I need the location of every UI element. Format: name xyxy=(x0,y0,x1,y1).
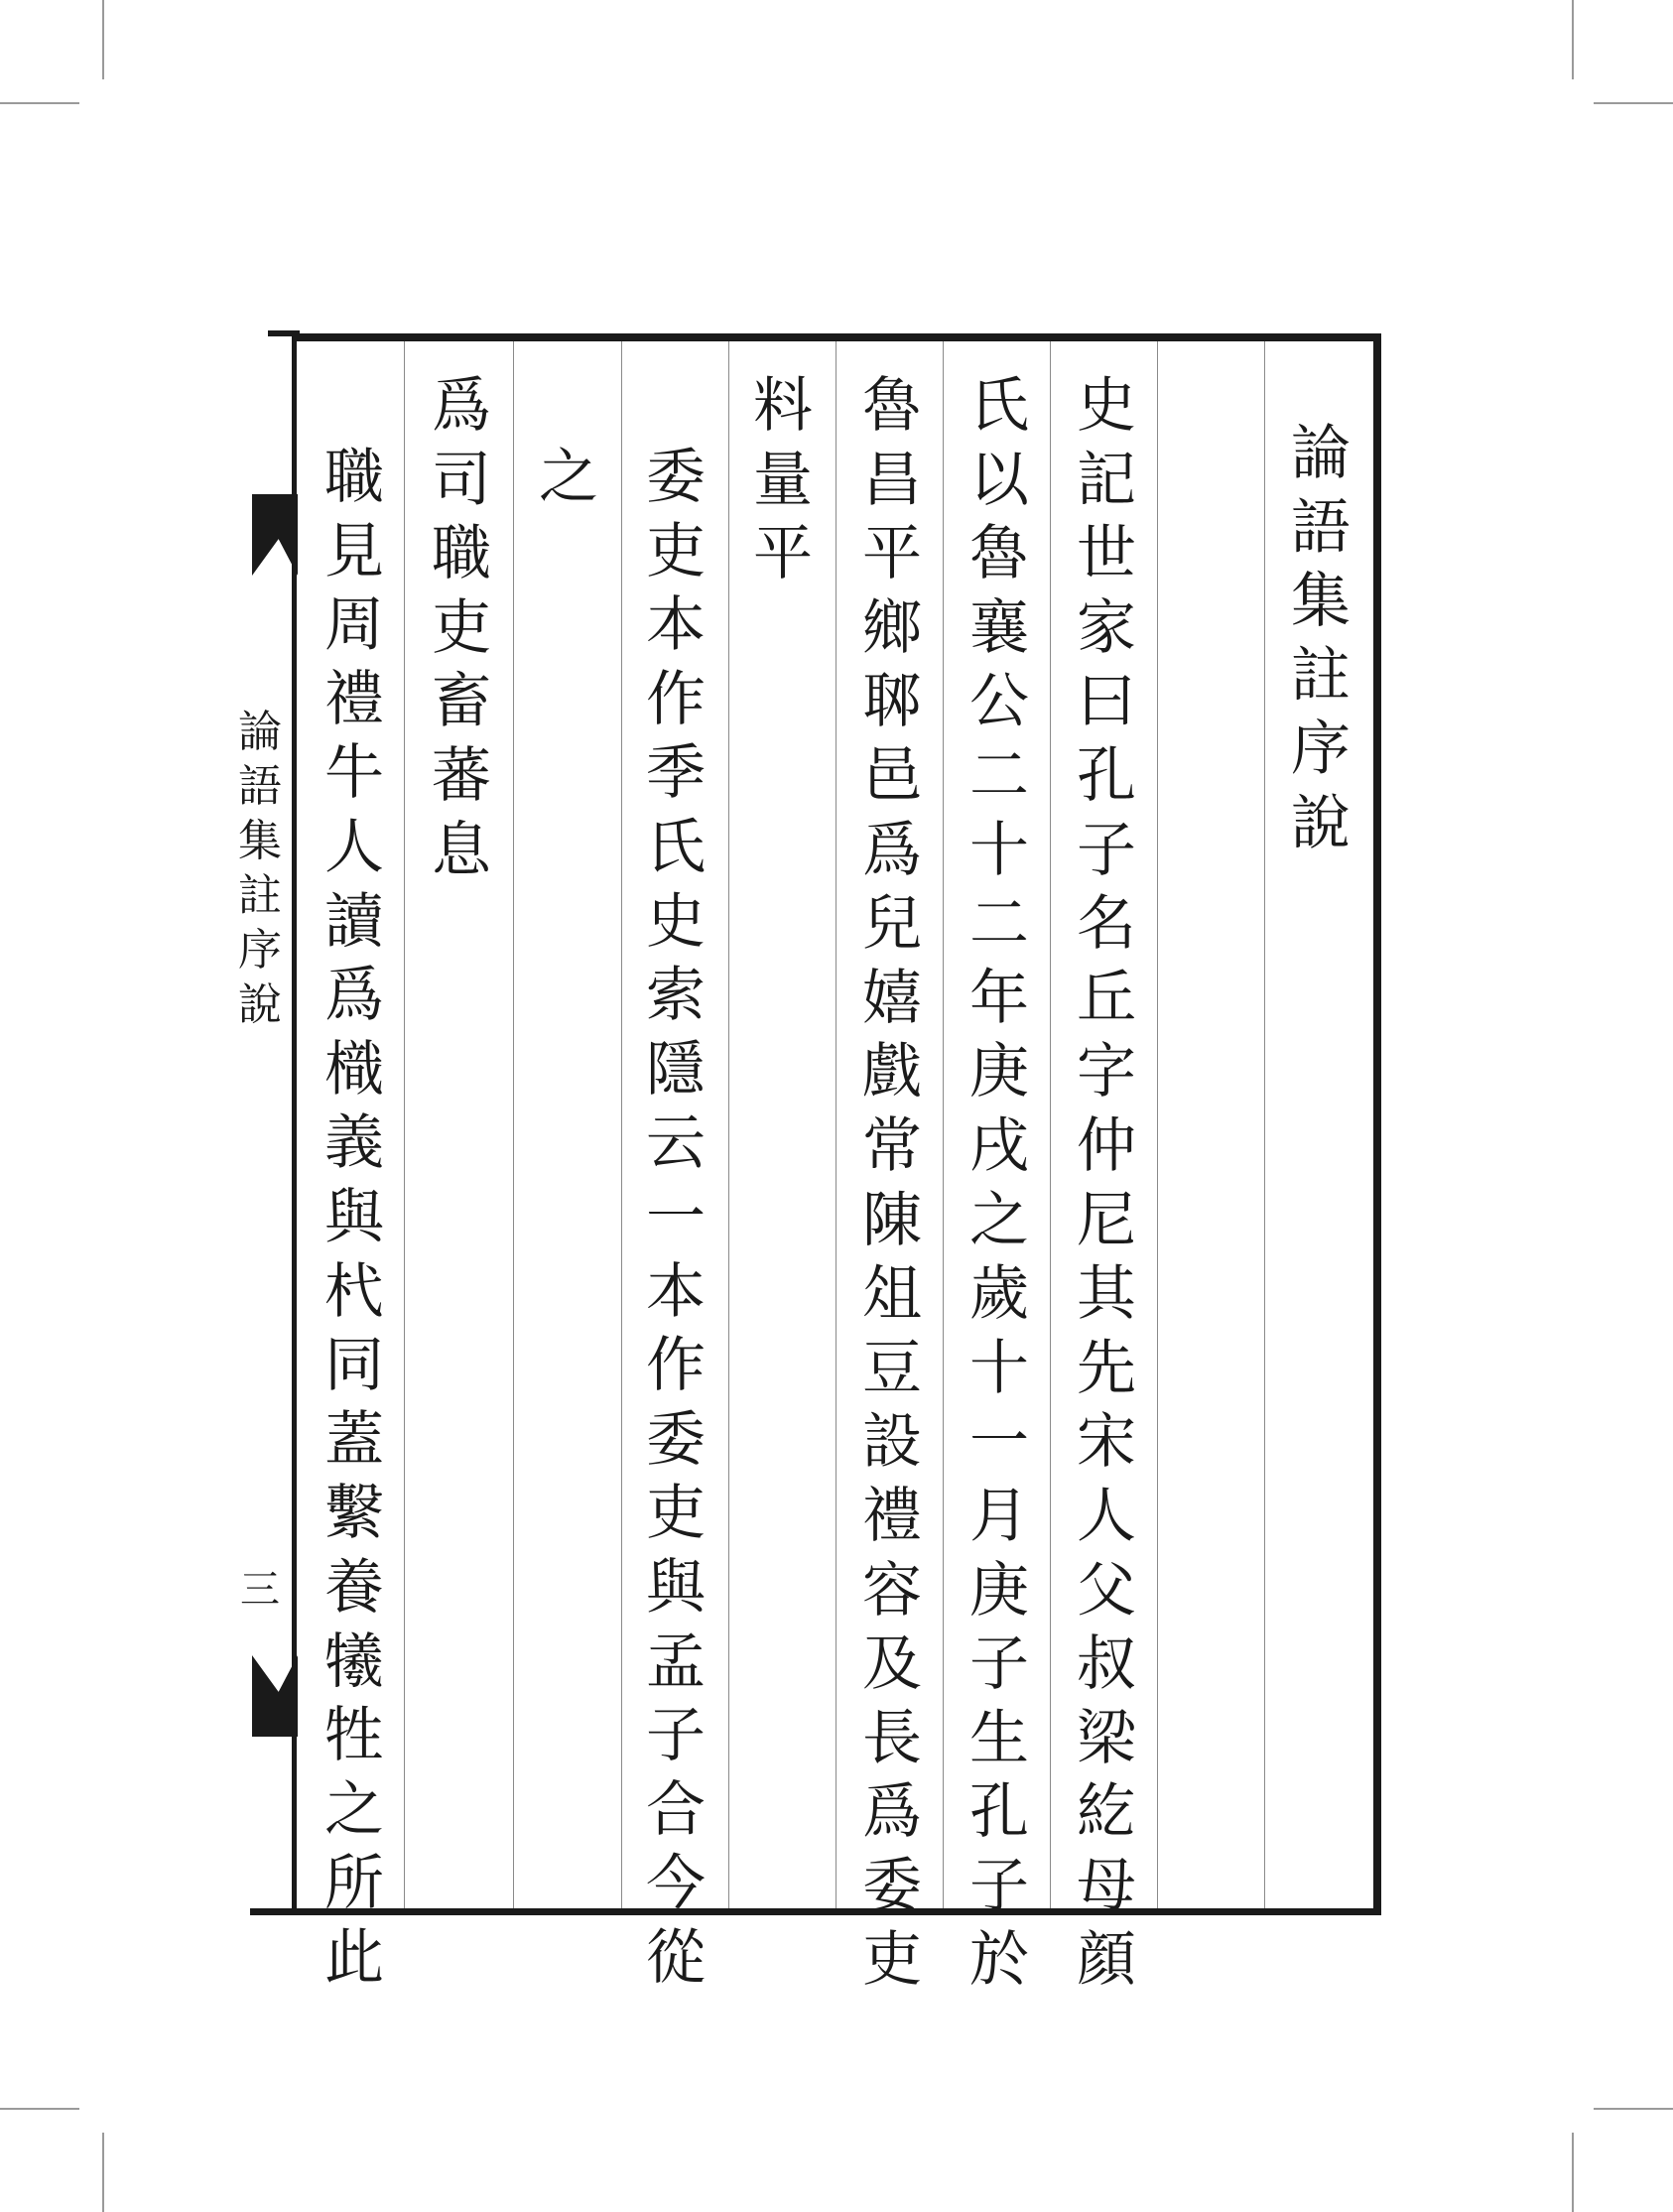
character: 犧 xyxy=(324,1626,384,1697)
character: 量 xyxy=(753,445,813,515)
text-column-title xyxy=(1280,417,1361,861)
column-rule xyxy=(404,341,405,1908)
column-rule xyxy=(1264,341,1265,1908)
character: 周 xyxy=(324,590,384,661)
character: 平 xyxy=(753,519,813,589)
character: 之 xyxy=(324,1774,384,1845)
character: 二 xyxy=(969,889,1029,960)
character: 常 xyxy=(862,1110,922,1181)
character: 禮 xyxy=(324,664,384,734)
character: 作 xyxy=(646,1331,706,1401)
character: 昌 xyxy=(862,445,922,515)
character: 孔 xyxy=(969,1777,1029,1848)
column-rule xyxy=(1157,341,1158,1908)
character: 委 xyxy=(646,443,706,512)
character: 世 xyxy=(1077,519,1136,589)
character: 同 xyxy=(324,1331,384,1401)
character: 名 xyxy=(1077,889,1136,960)
character: 子 xyxy=(646,1701,706,1771)
character: 陳 xyxy=(862,1185,922,1255)
character: 顔 xyxy=(1077,1925,1136,1996)
character: 之 xyxy=(539,443,598,512)
character: 吏 xyxy=(646,1479,706,1549)
character: 今 xyxy=(646,1849,706,1919)
crop-mark xyxy=(1594,2108,1673,2110)
character: 孟 xyxy=(646,1626,706,1697)
character: 於 xyxy=(969,1925,1029,1996)
character: 襄 xyxy=(969,592,1029,663)
text-column xyxy=(1066,369,1147,1998)
text-column xyxy=(959,369,1040,1998)
character: 子 xyxy=(969,1851,1029,1921)
character: 一 xyxy=(969,1407,1029,1478)
character: 孔 xyxy=(1077,740,1136,811)
character: 序 xyxy=(238,925,282,976)
character: 料 xyxy=(753,371,813,441)
character: 作 xyxy=(646,664,706,734)
character: 史 xyxy=(1077,371,1136,441)
character: 繫 xyxy=(324,1479,384,1549)
column-rule xyxy=(728,341,729,1908)
character: 庚 xyxy=(969,1037,1029,1107)
frame-bottom-extension xyxy=(250,1908,300,1915)
character: 魯 xyxy=(969,519,1029,589)
character: 氏 xyxy=(969,371,1029,441)
character: 禮 xyxy=(862,1481,922,1551)
character: 義 xyxy=(324,1108,384,1179)
character: 戌 xyxy=(969,1110,1029,1181)
character: 嬉 xyxy=(862,963,922,1033)
character: 論 xyxy=(1291,419,1351,488)
character: 記 xyxy=(1077,445,1136,515)
character: 云 xyxy=(646,1108,706,1179)
character: 職 xyxy=(432,519,491,589)
character: 見 xyxy=(324,516,384,586)
character: 紇 xyxy=(1077,1777,1136,1848)
character: 委 xyxy=(862,1851,922,1921)
character: 從 xyxy=(646,1922,706,1993)
character: 集 xyxy=(238,816,282,866)
character: 戲 xyxy=(862,1037,922,1107)
character: 長 xyxy=(862,1703,922,1773)
character: 歲 xyxy=(969,1259,1029,1330)
character: 爲 xyxy=(862,815,922,885)
character: 俎 xyxy=(862,1259,922,1330)
character: 容 xyxy=(862,1555,922,1626)
character: 註 xyxy=(238,870,282,921)
character: 所 xyxy=(324,1849,384,1919)
character: 子 xyxy=(1077,815,1136,885)
text-column-commentary xyxy=(314,441,395,1995)
character: 讀 xyxy=(324,886,384,957)
character: 十 xyxy=(969,1333,1029,1403)
frame-left-line xyxy=(292,333,297,1915)
character: 魯 xyxy=(862,371,922,441)
crop-mark xyxy=(1594,102,1673,104)
character: 蓋 xyxy=(324,1404,384,1475)
character: 以 xyxy=(969,445,1029,515)
character: 叔 xyxy=(1077,1629,1136,1700)
character: 人 xyxy=(324,812,384,882)
crop-mark xyxy=(102,2133,104,2212)
character: 年 xyxy=(969,963,1029,1033)
crop-mark xyxy=(0,2108,79,2110)
character: 父 xyxy=(1077,1555,1136,1626)
character: 尼 xyxy=(1077,1185,1136,1255)
character: 生 xyxy=(969,1703,1029,1773)
character: 合 xyxy=(646,1774,706,1845)
character: 豆 xyxy=(862,1333,922,1403)
character: 庚 xyxy=(969,1555,1029,1626)
character: 吏 xyxy=(646,516,706,586)
character: 丘 xyxy=(1077,963,1136,1033)
column-rule xyxy=(621,341,622,1908)
character: 兒 xyxy=(862,889,922,960)
column-rule xyxy=(513,341,514,1908)
text-column xyxy=(421,369,502,887)
character: 先 xyxy=(1077,1333,1136,1403)
character: 字 xyxy=(1077,1037,1136,1107)
column-rule xyxy=(943,341,944,1908)
gutter-title xyxy=(232,705,288,1032)
character: 月 xyxy=(969,1481,1029,1551)
page-number: 三 xyxy=(240,1567,280,1613)
character: 吏 xyxy=(862,1925,922,1996)
character: 子 xyxy=(969,1629,1029,1700)
character: 杙 xyxy=(324,1256,384,1327)
character: 語 xyxy=(238,761,282,812)
character: 牛 xyxy=(324,738,384,809)
character: 註 xyxy=(1291,640,1351,711)
character: 郰 xyxy=(862,667,922,737)
frame-top-extension xyxy=(268,330,300,336)
character: 梁 xyxy=(1077,1703,1136,1773)
character: 及 xyxy=(862,1629,922,1700)
character: 吏 xyxy=(432,592,491,663)
character: 公 xyxy=(969,667,1029,737)
character: 設 xyxy=(862,1407,922,1478)
character: 養 xyxy=(324,1552,384,1623)
character: 邑 xyxy=(862,740,922,811)
character: 隱 xyxy=(646,1034,706,1105)
character: 集 xyxy=(1291,567,1351,637)
character: 委 xyxy=(646,1404,706,1475)
column-rule xyxy=(1050,341,1051,1908)
character: 十 xyxy=(969,815,1029,885)
crop-mark xyxy=(0,102,79,104)
character: 母 xyxy=(1077,1851,1136,1921)
character: 氏 xyxy=(646,812,706,882)
crop-mark xyxy=(1572,0,1574,79)
character: 與 xyxy=(646,1552,706,1623)
character: 鄉 xyxy=(862,592,922,663)
character: 索 xyxy=(646,961,706,1031)
text-column xyxy=(742,369,824,591)
character: 一 xyxy=(646,1182,706,1252)
character: 其 xyxy=(1077,1259,1136,1330)
text-column xyxy=(851,369,933,1998)
character: 宋 xyxy=(1077,1407,1136,1478)
character: 論 xyxy=(238,707,282,757)
character: 樴 xyxy=(324,1034,384,1105)
character: 爲 xyxy=(432,371,491,441)
character: 季 xyxy=(646,738,706,809)
character: 說 xyxy=(1291,788,1351,858)
character: 序 xyxy=(1291,715,1351,785)
character: 曰 xyxy=(1077,667,1136,737)
crop-mark xyxy=(1572,2133,1574,2212)
character: 語 xyxy=(1291,492,1351,563)
character: 本 xyxy=(646,590,706,661)
text-column-commentary xyxy=(635,441,716,1995)
character: 仲 xyxy=(1077,1110,1136,1181)
character: 二 xyxy=(969,740,1029,811)
character: 畜 xyxy=(432,667,491,737)
character: 職 xyxy=(324,443,384,512)
text-column-commentary xyxy=(528,441,609,515)
character: 本 xyxy=(646,1256,706,1327)
character: 家 xyxy=(1077,592,1136,663)
character: 說 xyxy=(238,979,282,1030)
character: 史 xyxy=(646,886,706,957)
crop-mark xyxy=(102,0,104,79)
character: 人 xyxy=(1077,1481,1136,1551)
character: 司 xyxy=(432,445,491,515)
character: 爲 xyxy=(324,961,384,1031)
character: 息 xyxy=(432,815,491,885)
character: 之 xyxy=(969,1185,1029,1255)
character: 此 xyxy=(324,1922,384,1993)
character: 爲 xyxy=(862,1777,922,1848)
character: 平 xyxy=(862,519,922,589)
character: 與 xyxy=(324,1182,384,1252)
character: 蕃 xyxy=(432,740,491,811)
character: 牲 xyxy=(324,1701,384,1771)
